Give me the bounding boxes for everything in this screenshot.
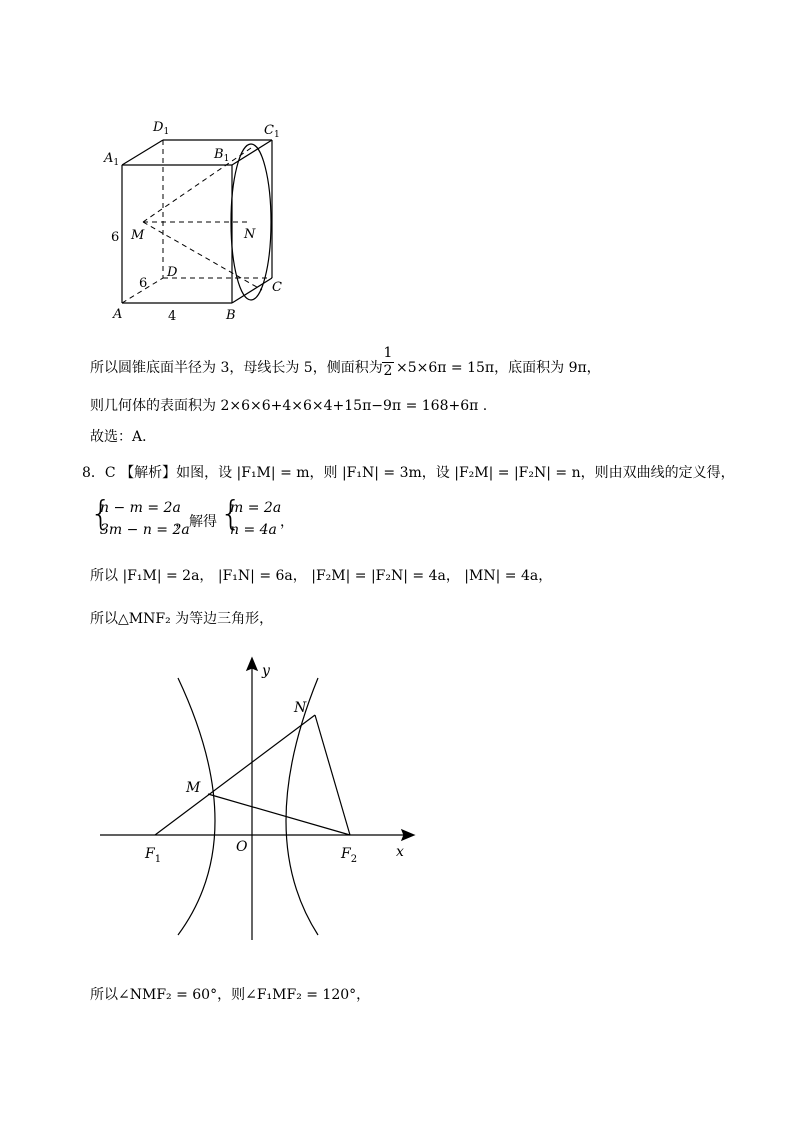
label-y: y bbox=[262, 663, 270, 679]
fraction-numerator: 1 bbox=[383, 345, 393, 361]
label-c: C bbox=[272, 280, 282, 295]
label-n: N bbox=[244, 227, 256, 242]
q8-intro: 8．C 【解析】如图，设 |F₁M| = m，则 |F₁N| = 3m，设 |F₂M| = |F₂N| = n，则由双曲线的定义得， bbox=[82, 465, 735, 481]
hyperbola-left-branch bbox=[178, 678, 215, 935]
label-b: B bbox=[226, 308, 236, 323]
label-m: M bbox=[131, 228, 145, 243]
system-end: ， bbox=[280, 514, 294, 530]
label-a: A bbox=[113, 307, 123, 322]
solve-text: ，解得 bbox=[175, 514, 217, 530]
label-c1: $C_1$ bbox=[264, 123, 280, 140]
label-o: O bbox=[236, 839, 248, 855]
system1-eq2: 3m − n = 2a bbox=[100, 522, 190, 538]
angle-line: 所以∠NMF₂ = 60°，则∠F₁MF₂ = 120°， bbox=[90, 987, 371, 1003]
label-d1: $D_1$ bbox=[153, 120, 170, 137]
cone-generatrix bbox=[143, 148, 251, 222]
y-axis-arrow bbox=[247, 658, 257, 670]
system1-eq1: n − m = 2a bbox=[100, 500, 181, 516]
label-n: N bbox=[294, 700, 307, 716]
label-f1: $F_1$ bbox=[145, 846, 162, 865]
cone-prefix: 所以圆锥底面半径为 3，母线长为 5，侧面积为 bbox=[90, 360, 383, 376]
cone-expression: ×5×6π = 15π，底面积为 9π， bbox=[396, 360, 601, 376]
answer-7: 故选：A． bbox=[90, 429, 157, 445]
edge bbox=[122, 140, 163, 165]
segment-f1-n bbox=[155, 715, 315, 835]
label-b1: $B_1$ bbox=[214, 147, 230, 164]
fraction bbox=[382, 345, 394, 380]
brace: { bbox=[90, 494, 112, 534]
fraction-denominator: 2 bbox=[383, 363, 393, 379]
label-m: M bbox=[186, 780, 201, 796]
hyperbola-figure bbox=[95, 650, 425, 945]
system2-eq2: n = 4a bbox=[230, 522, 277, 538]
label-d: D bbox=[167, 265, 178, 280]
label-f2: $F_2$ bbox=[341, 846, 358, 865]
label-x: x bbox=[396, 844, 404, 860]
system2-eq1: m = 2a bbox=[230, 500, 282, 516]
cone-line bbox=[90, 345, 650, 385]
label-height: 6 bbox=[111, 230, 120, 245]
equation-systems bbox=[90, 494, 390, 542]
triangle-line: 所以△MNF₂ 为等边三角形， bbox=[90, 611, 274, 627]
result-line: 所以 |F₁M| = 2a， |F₁N| = 6a， |F₂M| = |F₂N| = 4a， |MN| = 4a， bbox=[90, 568, 553, 584]
label-depth: 6 bbox=[139, 276, 148, 291]
brace: { bbox=[220, 494, 242, 534]
label-a1: $A_1$ bbox=[104, 151, 120, 168]
segment-n-f2 bbox=[315, 715, 350, 835]
label-width: 4 bbox=[168, 309, 177, 324]
x-axis-arrow bbox=[402, 830, 414, 840]
cube-figure bbox=[100, 115, 300, 325]
segment-m-f2 bbox=[208, 794, 350, 835]
surface-area-line: 则几何体的表面积为 2×6×6+4×6×4+15π−9π = 168+6π . bbox=[90, 398, 488, 414]
